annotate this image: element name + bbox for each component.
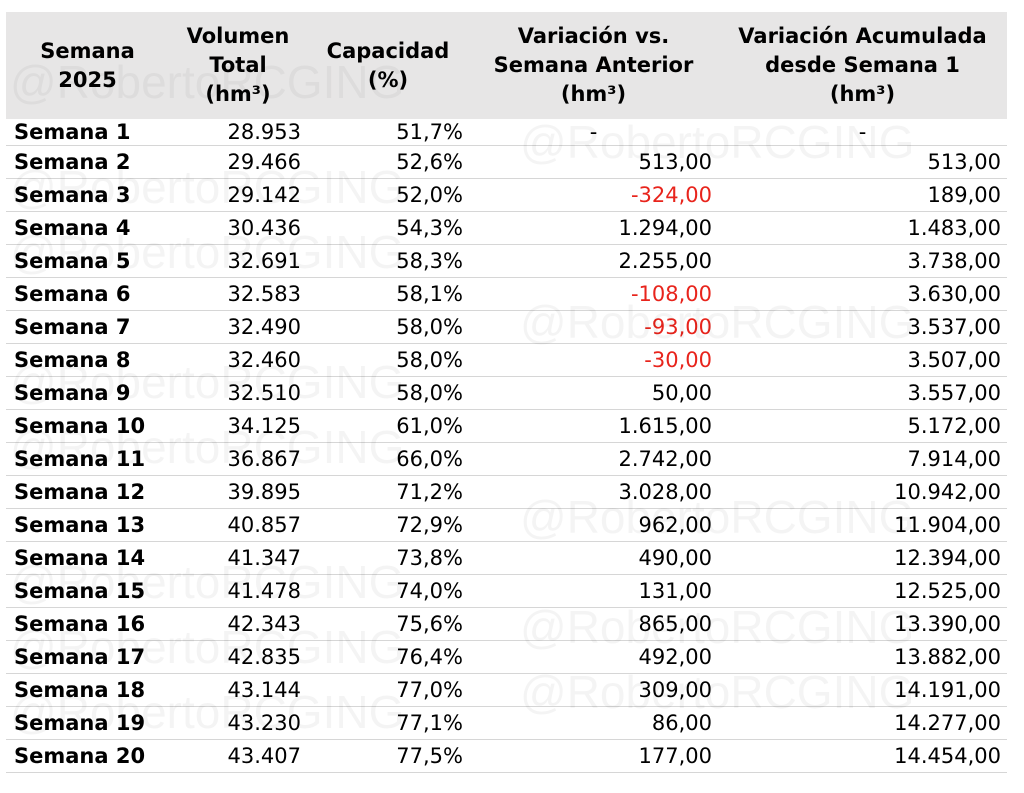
- weekly-change-cell: -93,00: [469, 311, 718, 344]
- cumulative-change-cell: 12.394,00: [718, 542, 1007, 575]
- volume-cell: 32.691: [169, 245, 307, 278]
- cumulative-change-cell: -: [718, 119, 1007, 146]
- volume-cell: 42.835: [169, 641, 307, 674]
- table-row: [6, 740, 1007, 773]
- week-cell: Semana 18: [6, 674, 169, 707]
- capacity-cell: 54,3%: [307, 212, 469, 245]
- volume-cell: 41.478: [169, 575, 307, 608]
- weekly-change-cell: 50,00: [469, 377, 718, 410]
- cumulative-change-cell: 3.537,00: [718, 311, 1007, 344]
- table-row: [6, 119, 1007, 146]
- header-line: (hm³): [829, 82, 896, 106]
- week-cell: Semana 20: [6, 740, 169, 773]
- weekly-change-cell: 513,00: [469, 146, 718, 179]
- header-line: Semana Anterior: [493, 53, 694, 77]
- weekly-change-cell: 3.028,00: [469, 476, 718, 509]
- table-row: [6, 179, 1007, 212]
- cumulative-change-cell: 3.630,00: [718, 278, 1007, 311]
- table-body: [6, 119, 1007, 773]
- cumulative-change-cell: 3.557,00: [718, 377, 1007, 410]
- table-row: [6, 344, 1007, 377]
- cumulative-change-cell: 13.882,00: [718, 641, 1007, 674]
- cumulative-change-cell: 1.483,00: [718, 212, 1007, 245]
- volume-cell: 29.142: [169, 179, 307, 212]
- weekly-change-cell: -324,00: [469, 179, 718, 212]
- cumulative-change-cell: 189,00: [718, 179, 1007, 212]
- header-line: (hm³): [560, 82, 627, 106]
- week-cell: Semana 4: [6, 212, 169, 245]
- header-line: Variación Acumulada: [738, 24, 987, 48]
- weekly-change-cell: 865,00: [469, 608, 718, 641]
- week-cell: Semana 7: [6, 311, 169, 344]
- capacity-cell: 72,9%: [307, 509, 469, 542]
- table-row: [6, 608, 1007, 641]
- week-cell: Semana 15: [6, 575, 169, 608]
- header-line: Semana: [40, 38, 135, 63]
- capacity-cell: 77,1%: [307, 707, 469, 740]
- volume-cell: 43.230: [169, 707, 307, 740]
- weekly-change-cell: -: [469, 119, 718, 146]
- capacity-cell: 51,7%: [307, 119, 469, 146]
- table-row: [6, 212, 1007, 245]
- week-cell: Semana 17: [6, 641, 169, 674]
- week-cell: Semana 1: [6, 119, 169, 146]
- weekly-change-cell: 131,00: [469, 575, 718, 608]
- cumulative-change-cell: 10.942,00: [718, 476, 1007, 509]
- volume-cell: 32.460: [169, 344, 307, 377]
- capacity-cell: 77,5%: [307, 740, 469, 773]
- weekly-change-cell: 962,00: [469, 509, 718, 542]
- cumulative-change-cell: 12.525,00: [718, 575, 1007, 608]
- capacity-cell: 61,0%: [307, 410, 469, 443]
- header-line: Variación vs.: [517, 24, 670, 48]
- weekly-change-cell: 309,00: [469, 674, 718, 707]
- week-cell: Semana 13: [6, 509, 169, 542]
- weekly-change-cell: 490,00: [469, 542, 718, 575]
- volume-cell: 40.857: [169, 509, 307, 542]
- table-row: [6, 443, 1007, 476]
- weekly-change-cell: -30,00: [469, 344, 718, 377]
- capacity-cell: 71,2%: [307, 476, 469, 509]
- week-cell: Semana 6: [6, 278, 169, 311]
- capacity-cell: 52,6%: [307, 146, 469, 179]
- volume-cell: 36.867: [169, 443, 307, 476]
- table-row: [6, 377, 1007, 410]
- header-line: 2025: [58, 67, 117, 92]
- header-line: desde Semana 1: [765, 53, 960, 77]
- week-cell: Semana 9: [6, 377, 169, 410]
- capacity-cell: 58,0%: [307, 311, 469, 344]
- cumulative-change-cell: 11.904,00: [718, 509, 1007, 542]
- table-row: [6, 146, 1007, 179]
- week-cell: Semana 12: [6, 476, 169, 509]
- capacity-cell: 58,0%: [307, 377, 469, 410]
- weekly-change-cell: 177,00: [469, 740, 718, 773]
- table-row: [6, 476, 1007, 509]
- volume-cell: 34.125: [169, 410, 307, 443]
- header-cumulative-change: [718, 12, 1007, 119]
- week-cell: Semana 19: [6, 707, 169, 740]
- volume-cell: 41.347: [169, 542, 307, 575]
- week-cell: Semana 14: [6, 542, 169, 575]
- cumulative-change-cell: 14.454,00: [718, 740, 1007, 773]
- capacity-cell: 76,4%: [307, 641, 469, 674]
- cumulative-change-cell: 513,00: [718, 146, 1007, 179]
- table-row: [6, 245, 1007, 278]
- volume-cell: 32.490: [169, 311, 307, 344]
- capacity-cell: 58,0%: [307, 344, 469, 377]
- header-line: Capacidad: [326, 38, 450, 63]
- capacity-cell: 73,8%: [307, 542, 469, 575]
- weekly-change-cell: 2.255,00: [469, 245, 718, 278]
- cumulative-change-cell: 3.507,00: [718, 344, 1007, 377]
- header-volume: [169, 12, 307, 119]
- week-cell: Semana 11: [6, 443, 169, 476]
- volume-cell: 30.436: [169, 212, 307, 245]
- weekly-change-cell: -108,00: [469, 278, 718, 311]
- table-header: [6, 12, 1007, 119]
- cumulative-change-cell: 14.277,00: [718, 707, 1007, 740]
- header-week: [6, 12, 169, 119]
- table-row: [6, 410, 1007, 443]
- header-capacity: [307, 12, 469, 119]
- table-row: [6, 542, 1007, 575]
- capacity-cell: 74,0%: [307, 575, 469, 608]
- capacity-cell: 75,6%: [307, 608, 469, 641]
- weekly-change-cell: 2.742,00: [469, 443, 718, 476]
- capacity-cell: 66,0%: [307, 443, 469, 476]
- cumulative-change-cell: 14.191,00: [718, 674, 1007, 707]
- week-cell: Semana 10: [6, 410, 169, 443]
- volume-cell: 39.895: [169, 476, 307, 509]
- header-line: (%): [367, 67, 409, 92]
- weekly-change-cell: 1.294,00: [469, 212, 718, 245]
- week-cell: Semana 8: [6, 344, 169, 377]
- capacity-cell: 52,0%: [307, 179, 469, 212]
- week-cell: Semana 16: [6, 608, 169, 641]
- volume-cell: 42.343: [169, 608, 307, 641]
- volume-cell: 32.583: [169, 278, 307, 311]
- volume-cell: 43.144: [169, 674, 307, 707]
- header-weekly-change: [469, 12, 718, 119]
- table-row: [6, 311, 1007, 344]
- capacity-cell: 77,0%: [307, 674, 469, 707]
- week-cell: Semana 3: [6, 179, 169, 212]
- weekly-change-cell: 492,00: [469, 641, 718, 674]
- table-row: [6, 707, 1007, 740]
- table-row: [6, 674, 1007, 707]
- volume-cell: 28.953: [169, 119, 307, 146]
- week-cell: Semana 2: [6, 146, 169, 179]
- table-row: [6, 575, 1007, 608]
- weekly-change-cell: 86,00: [469, 707, 718, 740]
- capacity-cell: 58,1%: [307, 278, 469, 311]
- cumulative-change-cell: 7.914,00: [718, 443, 1007, 476]
- table-row: [6, 641, 1007, 674]
- table-row: [6, 278, 1007, 311]
- volume-cell: 32.510: [169, 377, 307, 410]
- volume-cell: 29.466: [169, 146, 307, 179]
- header-line: Total (hm³): [205, 53, 271, 106]
- cumulative-change-cell: 13.390,00: [718, 608, 1007, 641]
- table-row: [6, 509, 1007, 542]
- header-row: [6, 12, 1007, 119]
- weekly-change-cell: 1.615,00: [469, 410, 718, 443]
- cumulative-change-cell: 3.738,00: [718, 245, 1007, 278]
- reservoir-weekly-table: [6, 12, 1007, 773]
- volume-cell: 43.407: [169, 740, 307, 773]
- week-cell: Semana 5: [6, 245, 169, 278]
- capacity-cell: 58,3%: [307, 245, 469, 278]
- cumulative-change-cell: 5.172,00: [718, 410, 1007, 443]
- header-line: Volumen: [186, 24, 290, 48]
